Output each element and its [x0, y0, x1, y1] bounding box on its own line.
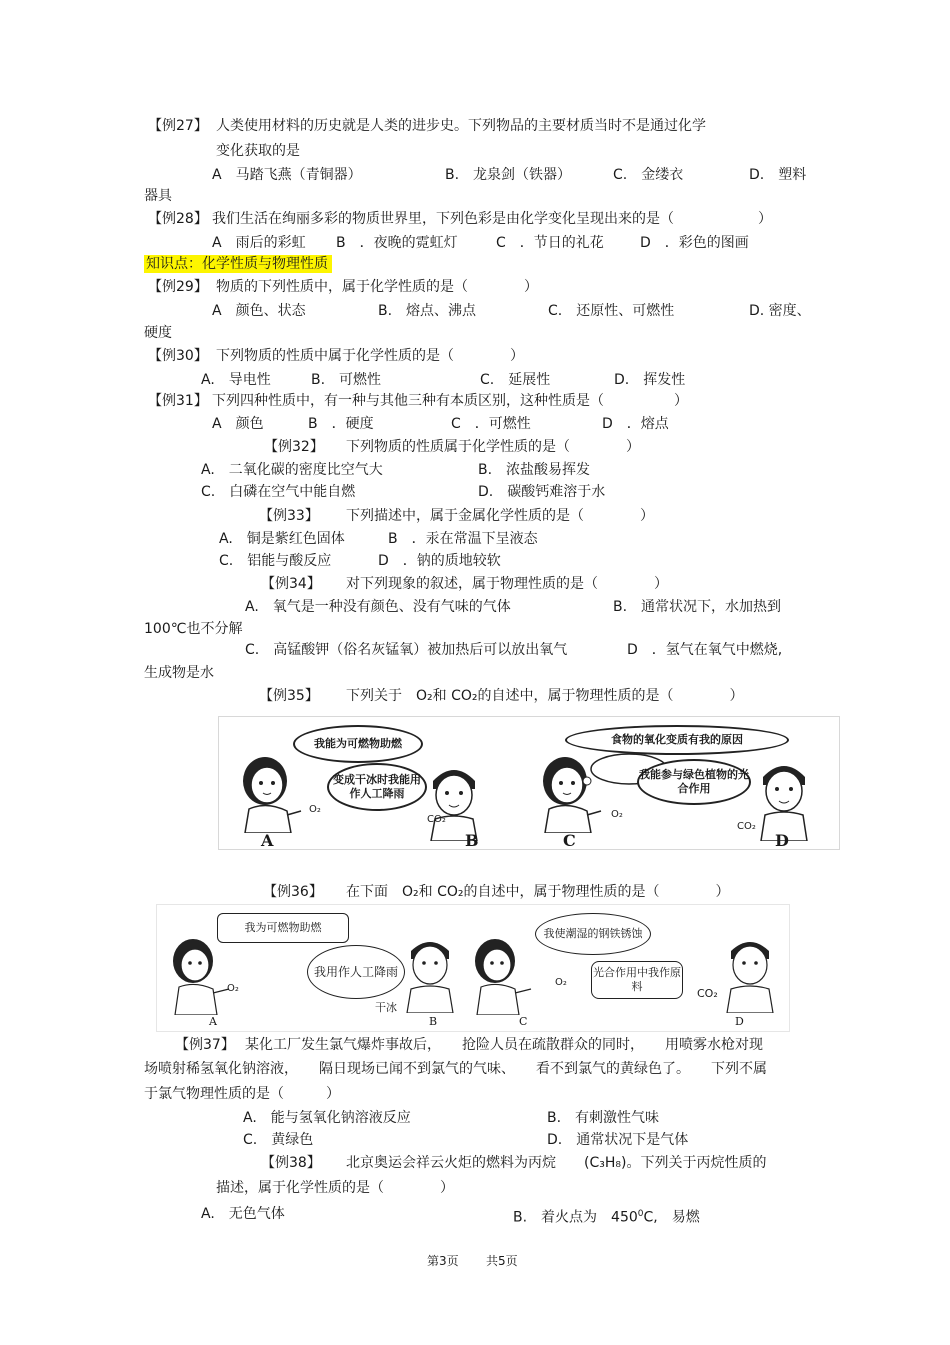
q33-option-b: B ．汞在常温下呈液态	[388, 531, 538, 547]
q35-number: 【例35】	[259, 688, 319, 704]
q28-stem: 我们生活在绚丽多彩的物质世界里，下列色彩是由化学变化呈现出来的是（ ）	[212, 211, 772, 227]
q36-number: 【例36】	[263, 884, 323, 900]
q36-o2-label-a: O₂	[227, 983, 239, 994]
q27-option-c: C. 金缕衣	[613, 167, 684, 183]
footer-total-pages: 共5页	[486, 1254, 518, 1268]
q29-number: 【例29】	[148, 279, 208, 295]
q35-label-d: D	[775, 831, 789, 850]
q35-o2-label-c: O₂	[611, 809, 623, 820]
q35-label-b: B	[465, 831, 479, 850]
q35-bubble-d: 我能参与绿色植物的光合作用	[637, 759, 751, 805]
q28-option-b: B ．夜晚的霓虹灯	[336, 235, 458, 251]
q31-number: 【例31】	[148, 393, 208, 409]
boy-co2-illustration-b	[419, 761, 489, 841]
q29-option-d-cont: 硬度	[144, 325, 172, 341]
boy-co2-illustration-d	[717, 933, 783, 1013]
q28-option-a: A 雨后的彩虹	[212, 235, 306, 251]
q34-option-c: C. 高锰酸钾（俗名灰锰氧）被加热后可以放出氧气	[245, 642, 568, 658]
q32-option-a: A. 二氧化碳的密度比空气大	[201, 462, 383, 478]
q35-bubble-a: 我能为可燃物助燃	[293, 725, 423, 763]
q34-option-b-cont: 100℃也不分解	[144, 621, 243, 637]
q28-number: 【例28】	[148, 211, 208, 227]
q37-option-b: B. 有刺激性气味	[547, 1110, 660, 1126]
q36-stem-pre: 在下面	[346, 884, 388, 900]
q30-option-c: C. 延展性	[480, 372, 551, 388]
q34-option-b: B. 通常状况下，水加热到	[613, 599, 782, 615]
q32-option-d: D. 碳酸钙难溶于水	[478, 484, 606, 500]
boy-co2-illustration-b	[397, 933, 463, 1013]
q32-option-c: C. 白磷在空气中能自燃	[201, 484, 356, 500]
q35-o2: O₂	[416, 688, 433, 704]
q38-number: 【例38】	[261, 1155, 321, 1171]
q29-stem: 物质的下列性质中，属于化学性质的是（ ）	[216, 279, 538, 295]
q27-option-b: B. 龙泉剑（铁器）	[445, 167, 572, 183]
q33-number: 【例33】	[259, 508, 319, 524]
q36-bubble-b: 我用作人工降雨	[307, 945, 405, 999]
q36-label-d: D	[735, 1015, 744, 1028]
q37-number: 【例37】	[175, 1037, 235, 1053]
q32-stem: 下列物质的性质属于化学性质的是（ ）	[346, 439, 640, 455]
q36-bubble-c: 我使潮湿的钢铁锈蚀	[535, 913, 651, 955]
q27-option-d: D. 塑料	[749, 167, 807, 183]
q30-option-d: D. 挥发性	[614, 372, 686, 388]
q27-option-d-cont: 器具	[144, 188, 172, 204]
q38-stem-line1: 北京奥运会祥云火炬的燃料为丙烷 (C₃H₈)。下列关于丙烷性质的	[346, 1155, 767, 1171]
q36-bubble-a: 我为可燃物助燃	[217, 913, 349, 943]
q32-number: 【例32】	[264, 439, 324, 455]
girl-o2-illustration-a	[235, 753, 305, 833]
q36-bubble-d: 光合作用中我作原料	[591, 961, 683, 999]
q36-o2: O₂	[402, 884, 419, 900]
q37-option-c: C. 黄绿色	[243, 1132, 314, 1148]
q36-o2-label-c: O₂	[555, 977, 567, 988]
q30-stem: 下列物质的性质中属于化学性质的是（ ）	[216, 348, 524, 364]
q35-co2: CO₂	[451, 688, 478, 704]
q29-option-a: A 颜色、状态	[212, 303, 306, 319]
q33-option-c: C. 铝能与酸反应	[219, 553, 332, 569]
q34-option-d-cont: 生成物是水	[144, 665, 214, 681]
q30-number: 【例30】	[148, 348, 208, 364]
q35-and: 和	[432, 688, 447, 704]
boy-co2-illustration-d	[749, 757, 819, 841]
q37-line3: 于氯气物理性质的是（ ）	[144, 1086, 340, 1102]
section-title-text: 知识点：化学性质与物理性质	[144, 255, 332, 273]
q33-option-d: D ．钠的质地较软	[378, 553, 501, 569]
q38-option-b-pre: B. 着火点为 450	[513, 1209, 638, 1226]
q27-option-a: A 马踏飞燕（青铜器）	[212, 167, 362, 183]
q33-stem: 下列描述中，属于金属化学性质的是（ ）	[346, 508, 654, 524]
q35-label-a: A	[261, 831, 274, 850]
girl-o2-illustration-a	[165, 935, 231, 1015]
q35-o2-label-a: O₂	[309, 804, 321, 815]
q35-co2-label-d: CO₂	[737, 821, 756, 832]
q36-label-c: C	[519, 1015, 528, 1028]
section-title	[144, 255, 332, 273]
q34-number: 【例34】	[261, 576, 321, 592]
q36-co2-label-d: CO₂	[697, 987, 718, 1000]
q36-label-a: A	[209, 1015, 217, 1028]
q37-option-d: D. 通常状况下是气体	[547, 1132, 689, 1148]
q36-and: 和	[418, 884, 433, 900]
q31-option-b: B ．硬度	[308, 416, 374, 432]
q38-option-b-post: C, 易燃	[643, 1209, 700, 1226]
q27-stem-line2: 变化获取的是	[216, 143, 300, 159]
q30-option-a: A. 导电性	[201, 372, 271, 388]
q38-stem-line2: 描述，属于化学性质的是（ ）	[216, 1180, 454, 1196]
q31-stem: 下列四种性质中，有一种与其他三种有本质区别，这种性质是（ ）	[212, 393, 688, 409]
q35-bubble-c: 食物的氧化变质有我的原因	[565, 725, 789, 755]
q30-option-b: B. 可燃性	[311, 372, 382, 388]
q27-stem-line1: 人类使用材料的历史就是人类的进步史。下列物品的主要材质当时不是通过化学	[216, 118, 706, 134]
q31-option-d: D ．熔点	[602, 416, 669, 432]
q34-option-d: D ．氢气在氧气中燃烧,	[627, 642, 783, 658]
q35-bubble-b: 变成干冰时我能用作人工降雨	[327, 763, 427, 811]
girl-o2-illustration-c	[467, 935, 533, 1015]
q33-option-a: A. 铜是紫红色固体	[219, 531, 345, 547]
q31-option-a: A 颜色	[212, 416, 264, 432]
q32-option-b: B. 浓盐酸易挥发	[478, 462, 591, 478]
q35-stem-pre: 下列关于	[346, 688, 402, 704]
q38-option-b-degree: 0	[637, 1209, 644, 1219]
q29-option-d: D. 密度、	[749, 303, 811, 319]
q34-stem: 对下列现象的叙述，属于物理性质的是（ ）	[346, 576, 668, 592]
q28-option-d: D ．彩色的图画	[640, 235, 749, 251]
q31-option-c: C ．可燃性	[451, 416, 531, 432]
q35-label-c: C	[563, 831, 576, 850]
q36-co2: CO₂	[437, 884, 464, 900]
q34-option-a: A. 氧气是一种没有颜色、没有气味的气体	[245, 599, 511, 615]
q29-option-b: B. 熔点、沸点	[378, 303, 477, 319]
q36-stem	[346, 883, 730, 901]
q38-option-a: A. 无色气体	[201, 1206, 285, 1222]
q27-number: 【例27】	[148, 118, 208, 134]
q35-stem-post: 的自述中，属于物理性质的是（ ）	[477, 688, 744, 704]
footer-page-number: 第3页	[427, 1254, 459, 1268]
q38-option-b	[513, 1205, 700, 1227]
q36-stem-post: 的自述中，属于物理性质的是（ ）	[463, 884, 730, 900]
q37-option-a: A. 能与氢氧化钠溶液反应	[243, 1110, 411, 1126]
q35-co2-label-b: CO₂	[427, 814, 446, 825]
q37-line2: 场喷射稀氢氧化钠溶液， 隔日现场已闻不到氯气的气味、 看不到氯气的黄绿色了。 下列不属	[144, 1061, 767, 1077]
q35-stem	[346, 687, 744, 705]
q28-option-c: C ．节日的礼花	[496, 235, 604, 251]
q37-line1: 某化工厂发生氯气爆炸事故后， 抢险人员在疏散群众的同时， 用喷雾水枪对现	[245, 1037, 763, 1053]
q36-label-b: B	[429, 1015, 438, 1028]
q36-dry-ice-label: 干冰	[375, 1001, 397, 1014]
q36-figure	[156, 904, 790, 1032]
q29-option-c: C. 还原性、可燃性	[548, 303, 675, 319]
q35-figure	[218, 716, 840, 850]
